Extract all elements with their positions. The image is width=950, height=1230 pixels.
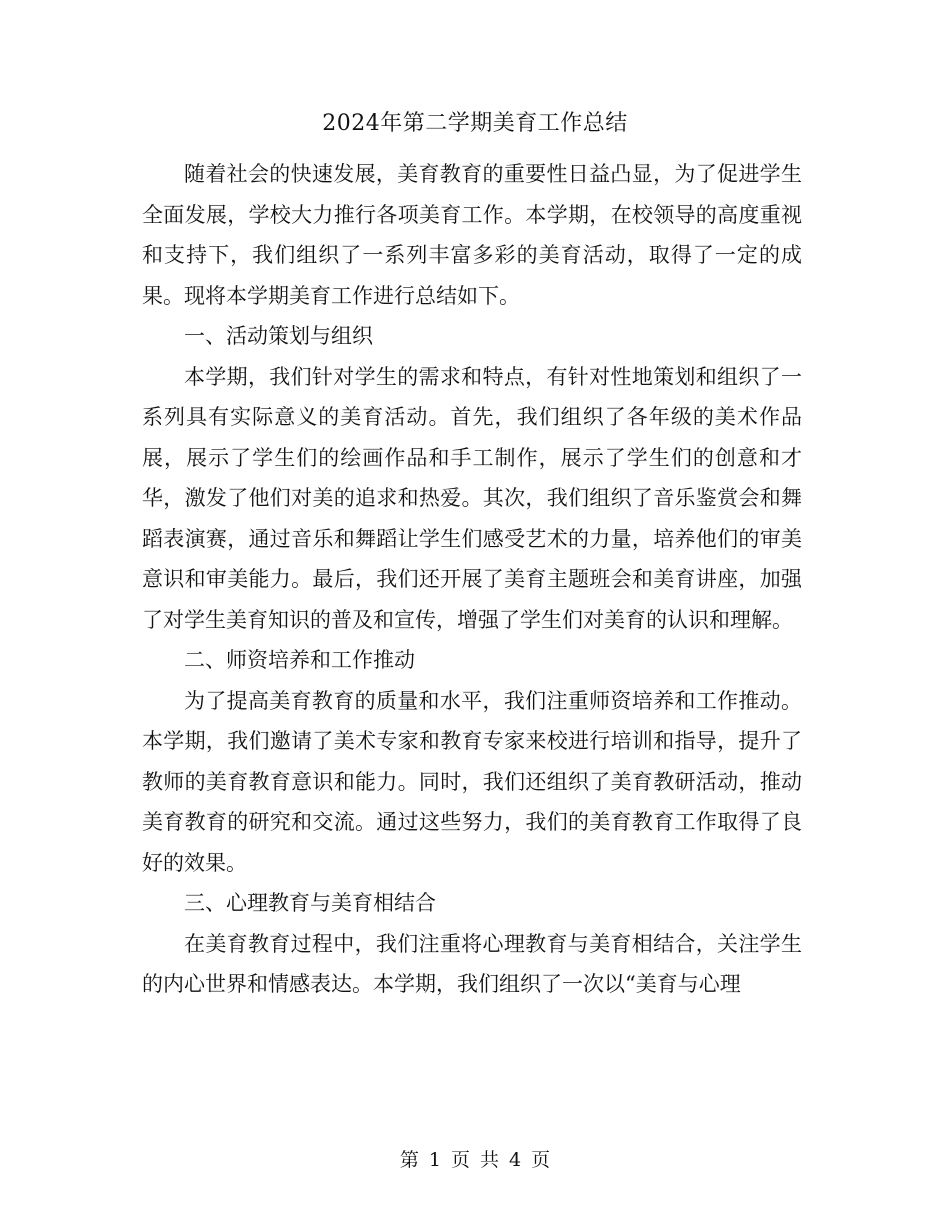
section-heading-psychology: 三、心理教育与美育相结合 xyxy=(184,891,436,915)
teachers-paragraph: 为了提高美育教育的质量和水平，我们注重师资培养和工作推动。本学期，我们邀请了美术专家和教育专家来校进行培训和指导，提升了教师的美育教育意识和能力。同时，我们还组织了美育教研活动，推动美育教育的研究和交流。通过这些努力，我们的美育教育工作取得了良好的效果。 xyxy=(142,688,802,875)
intro-paragraph: 随着社会的快速发展，美育教育的重要性日益凸显，为了促进学生全面发展，学校大力推行各项美育工作。本学期，在校领导的高度重视和支持下，我们组织了一系列丰富多彩的美育活动，取得了一定的成果。现将本学期美育工作进行总结如下。 xyxy=(142,162,802,308)
psychology-paragraph: 在美育教育过程中，我们注重将心理教育与美育相结合，关注学生的内心世界和情感表达。本学期，我们组织了一次以“美育与心理 xyxy=(142,931,802,996)
page-footer: 第 1 页 共 4 页 xyxy=(399,1149,551,1171)
section-heading-activities: 一、活动策划与组织 xyxy=(184,324,373,348)
document-title: 2024年第二学期美育工作总结 xyxy=(322,111,628,136)
document-body xyxy=(142,154,802,1005)
section-heading-teachers: 二、师资培养和工作推动 xyxy=(184,648,415,672)
activities-paragraph: 本学期，我们针对学生的需求和特点，有针对性地策划和组织了一系列具有实际意义的美育活动。首先，我们组织了各年级的美术作品展，展示了学生们的绘画作品和手工制作，展示了学生们的创意和才华，激发了他们对美的追求和热爱。其次，我们组织了音乐鉴赏会和舞蹈表演赛，通过音乐和舞蹈让学生们感受艺术的力量，培养他们的审美意识和审美能力。最后，我们还开展了美育主题班会和美育讲座，加强了对学生美育知识的普及和宣传，增强了学生们对美育的认识和理解。 xyxy=(142,364,802,632)
